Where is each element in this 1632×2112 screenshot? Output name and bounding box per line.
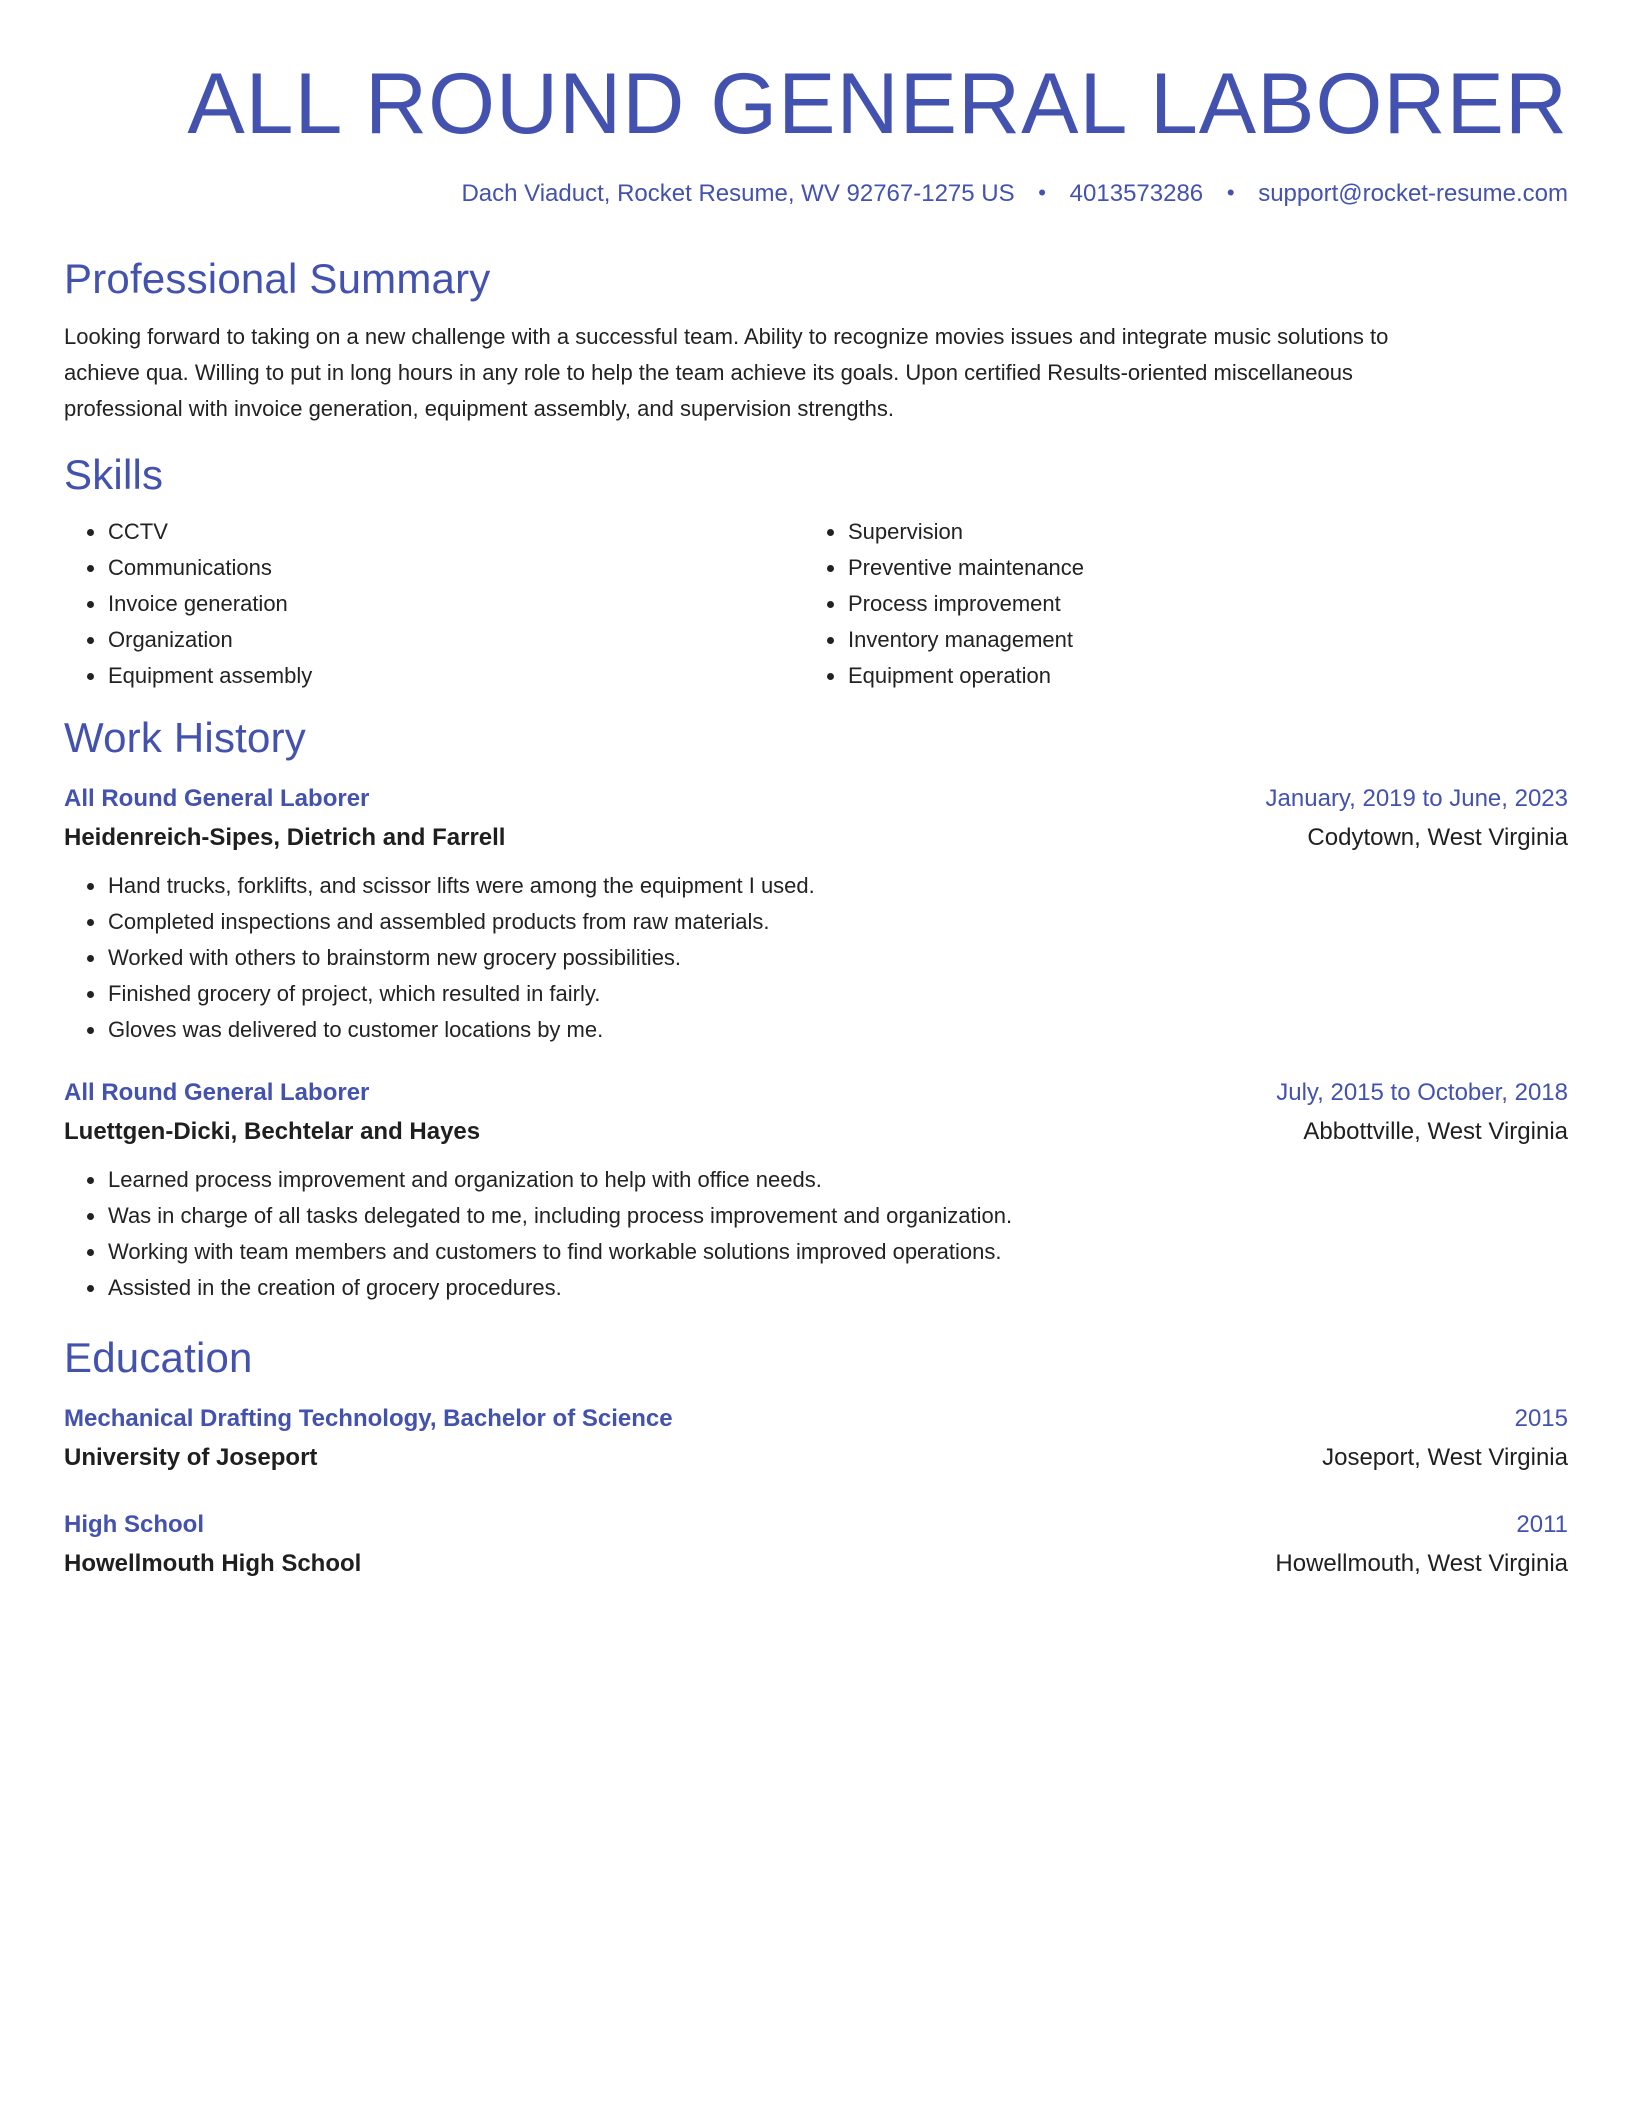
education-school-row	[64, 1438, 1568, 1478]
professional-summary-section	[64, 253, 1568, 427]
responsibility-item: • Worked with others to brainstorm new grocery possibilities.	[107, 940, 1568, 976]
work-entry	[64, 780, 1568, 1048]
school-location: Howellmouth, West Virginia	[1275, 1550, 1568, 1577]
school-name: Howellmouth High School	[64, 1550, 362, 1577]
work-history-section	[64, 712, 1568, 1306]
section-title-work-history: Work History	[64, 714, 306, 761]
skill-item: • Equipment operation	[847, 658, 1544, 694]
education-title-row	[64, 1400, 1568, 1438]
company-name: Luettgen-Dicki, Bechtelar and Hayes	[64, 1118, 481, 1145]
work-entry-title-row	[64, 780, 1568, 818]
education-title-row	[64, 1506, 1568, 1544]
contact-email: support@rocket-resume.com	[1258, 180, 1568, 207]
education-year: 2015	[1514, 1405, 1568, 1432]
skill-item: • Process improvement	[847, 586, 1544, 622]
skill-item: • Organization	[107, 622, 804, 658]
skill-item: • Communications	[107, 550, 804, 586]
job-title: All Round General Laborer	[64, 785, 370, 812]
skill-item: • CCTV	[107, 514, 804, 550]
responsibility-item: • Hand trucks, forklifts, and scissor lifts were among the equipment I used.	[107, 868, 1568, 904]
skills-list-right	[804, 514, 1544, 694]
contact-separator: •	[1038, 180, 1046, 205]
contact-separator: •	[1226, 180, 1235, 205]
work-entry-title-row	[64, 1074, 1568, 1112]
job-dates: January, 2019 to June, 2023	[1265, 785, 1568, 812]
responsibility-item: • Completed inspections and assembled products from raw materials.	[107, 904, 1568, 940]
responsibility-item: • Working with team members and customers to find workable solutions improved operations.	[107, 1234, 1568, 1270]
skill-item: • Inventory management	[847, 622, 1544, 658]
education-entry	[64, 1400, 1568, 1478]
job-location: Abbottville, West Virginia	[1303, 1118, 1568, 1145]
skill-item: • Supervision	[847, 514, 1544, 550]
responsibility-item: • Learned process improvement and organization to help with office needs.	[107, 1162, 1568, 1198]
education-year: 2011	[1516, 1511, 1568, 1538]
section-title-professional-summary: Professional Summary	[64, 255, 491, 302]
contact-address: Dach Viaduct, Rocket Resume, WV 92767-1275 US	[461, 180, 1015, 207]
section-title-education: Education	[64, 1334, 253, 1381]
education-school-row	[64, 1544, 1568, 1584]
work-entry-company-row	[64, 1112, 1568, 1152]
degree-title: High School	[64, 1511, 204, 1538]
skill-item: • Preventive maintenance	[847, 550, 1544, 586]
skill-item: • Invoice generation	[107, 586, 804, 622]
responsibility-item: • Finished grocery of project, which resulted in fairly.	[107, 976, 1568, 1012]
skill-item: • Equipment assembly	[107, 658, 804, 694]
job-responsibilities-list	[64, 868, 1568, 1048]
summary-paragraph: Looking forward to taking on a new challenge with a successful team. Ability to recognize movies issues and integrate music solutions to achieve qua. Willing to put in long hours in any role to help the team achieve its goals. Upon certified Results-oriented miscellaneous professional with invoice generation, equipment assembly, and supervision strengths.	[64, 324, 1389, 421]
contact-phone: 4013573286	[1069, 180, 1204, 207]
job-dates: July, 2015 to October, 2018	[1276, 1079, 1568, 1106]
degree-title: Mechanical Drafting Technology, Bachelor of Science	[64, 1405, 673, 1432]
responsibility-item: • Assisted in the creation of grocery procedures.	[107, 1270, 1568, 1306]
candidate-name: ALL ROUND GENERAL LABORER	[187, 56, 1568, 152]
skills-grid	[64, 514, 1568, 694]
education-entry	[64, 1506, 1568, 1584]
job-location: Codytown, West Virginia	[1307, 824, 1568, 851]
work-entry	[64, 1074, 1568, 1306]
responsibility-item: • Was in charge of all tasks delegated to me, including process improvement and organization.	[107, 1198, 1568, 1234]
skills-list-left	[64, 514, 804, 694]
company-name: Heidenreich-Sipes, Dietrich and Farrell	[64, 824, 506, 851]
contact-line	[64, 178, 1568, 209]
job-title: All Round General Laborer	[64, 1079, 370, 1106]
education-section	[64, 1332, 1568, 1584]
responsibility-item: • Gloves was delivered to customer locations by me.	[107, 1012, 1568, 1048]
resume-header	[64, 0, 1568, 209]
section-title-skills: Skills	[64, 451, 164, 498]
school-name: University of Joseport	[64, 1444, 318, 1471]
school-location: Joseport, West Virginia	[1322, 1444, 1568, 1471]
skills-section	[64, 449, 1568, 694]
work-entry-company-row	[64, 818, 1568, 858]
job-responsibilities-list	[64, 1162, 1568, 1306]
